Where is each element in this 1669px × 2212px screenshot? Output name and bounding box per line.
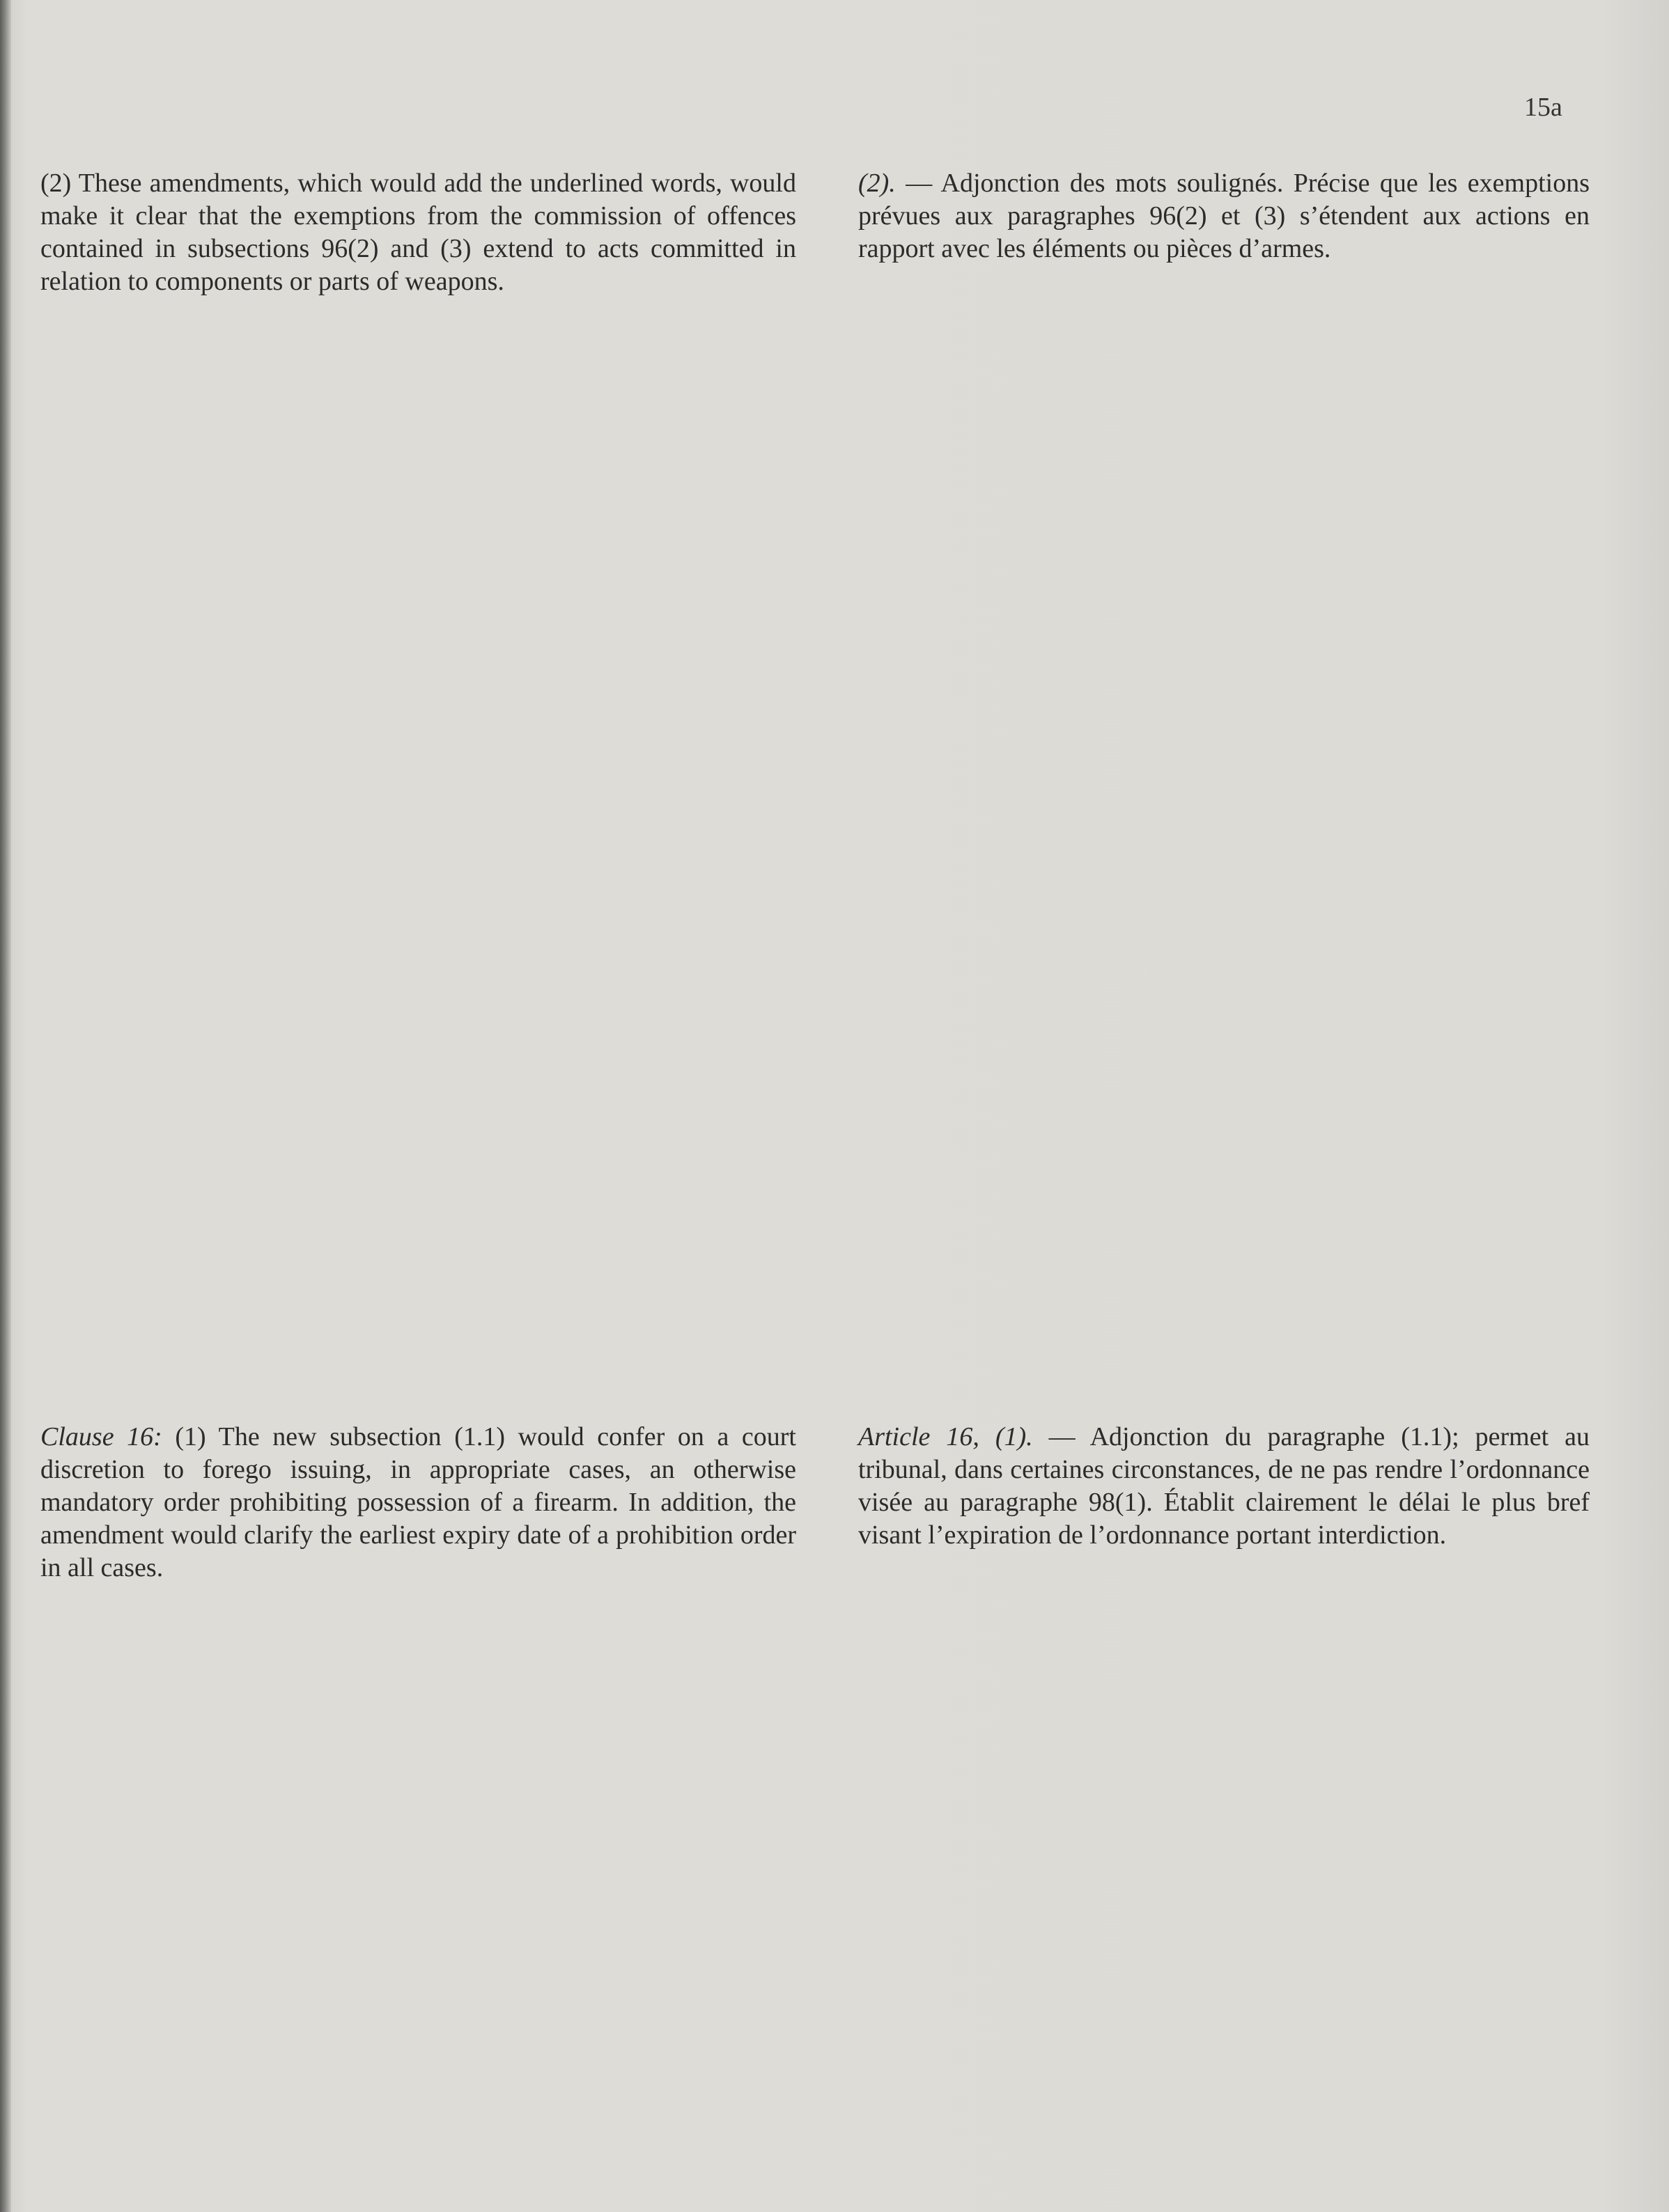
english-note-1-text: (2) These amendments, which would add the underlined words, would make it clear that the exemptions from the commission of offences contained in subsections 96(2) and (3) extend to acts committed in relation to components or parts of weapons. (40, 169, 796, 296)
french-note-1-ref: (2). (858, 169, 896, 198)
french-note-1 (858, 167, 1590, 265)
english-note-2-ref: Clause 16: (40, 1422, 162, 1451)
french-note-1-text: — Adjonction des mots soulignés. Précise que les exemptions prévues aux paragraphes 96(2) et (3) s’étendent aux actions en rapport avec les éléments ou pièces d’armes. (858, 169, 1590, 263)
french-note-2-text: — Adjonction du paragraphe (1.1); permet au tribunal, dans certaines circonstances, de ne pas rendre l’ordonnance visée au paragraphe 98(1). Établit clairement le délai le plus bref visant l’expiration de l’ordonnance portant interdiction. (858, 1422, 1590, 1550)
binding-edge (0, 0, 11, 2212)
english-note-2 (40, 1421, 796, 1584)
english-note-1 (40, 167, 796, 298)
french-note-2 (858, 1421, 1590, 1552)
page-number: 15a (1524, 93, 1562, 122)
french-note-2-ref: Article 16, (1). (858, 1422, 1033, 1451)
english-note-2-text: (1) The new subsection (1.1) would confer on a court discretion to forego issuing, in appropriate cases, an otherwise mandatory order prohibiting possession of a firearm. In addition, the amendment would clarify the earliest expiry date of a prohibition order in all cases. (40, 1422, 796, 1582)
